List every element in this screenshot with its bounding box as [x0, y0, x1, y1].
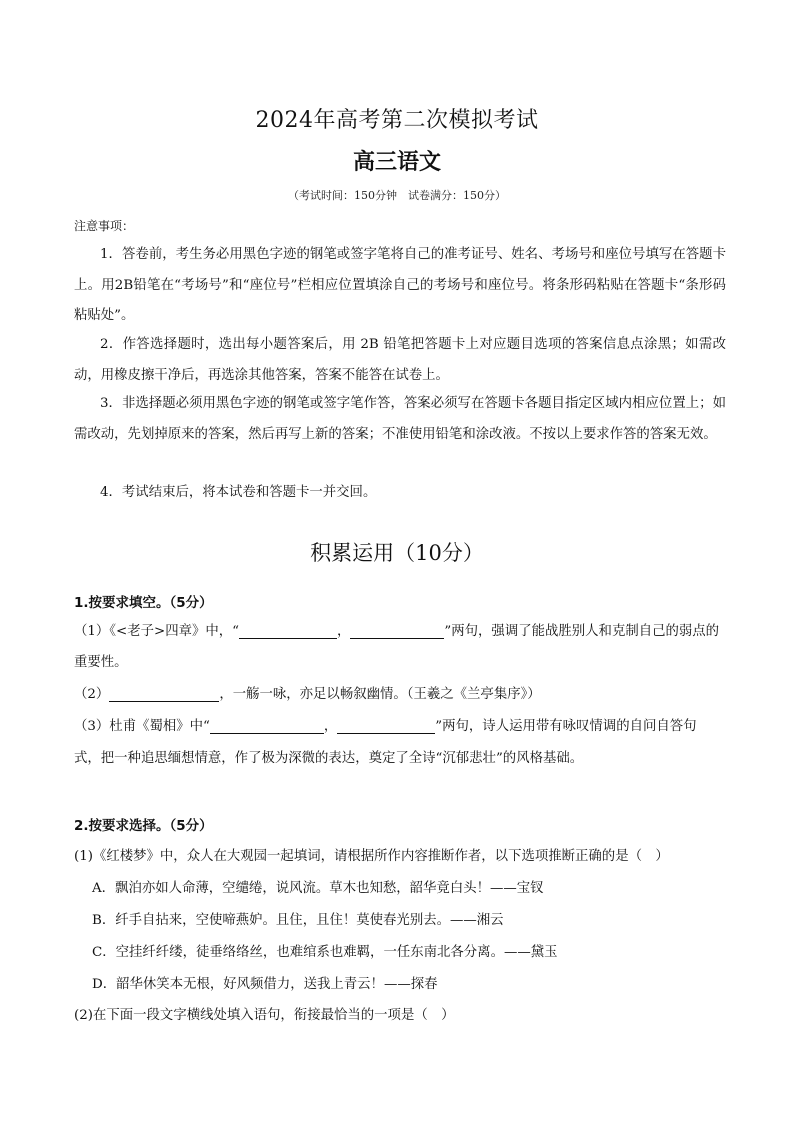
- fill-blank[interactable]: [109, 685, 219, 702]
- q1-item1-separator: ，: [337, 624, 351, 639]
- question-2-heading: 2.按要求选择。（5分）: [74, 818, 213, 834]
- option-d[interactable]: D．韶华休笑本无根，好风频借力，送我上青云！——探春: [92, 977, 438, 992]
- q1-item3-line2: 式，把一种追思缅想情意，作了极为深微的表达，奠定了全诗“沉郁悲壮”的风格基础。: [74, 751, 584, 766]
- note-item-4: 4．考试结束后，将本试卷和答题卡一并交回。: [100, 485, 377, 500]
- q1-item3-prefix: （3）杜甫《蜀相》中“: [74, 719, 210, 734]
- q1-item3-suffix: ”两句，诗人运用带有咏叹情调的自问自答句: [435, 719, 697, 734]
- q1-item2-suffix: ，一觞一咏，亦足以畅叙幽情。（王羲之《兰亭集序》）: [219, 687, 541, 702]
- exam-title: 2024年高考第二次模拟考试: [255, 108, 539, 133]
- q1-item1-line1: [74, 617, 726, 647]
- notes-heading: 注意事项：: [74, 219, 135, 233]
- option-c[interactable]: C．空挂纤纤缕，徒垂络络丝，也难绾系也难羁，一任东南北各分离。——黛玉: [92, 945, 558, 960]
- q1-item2: [74, 680, 726, 710]
- q1-item3-line1: [74, 712, 726, 742]
- q1-item1-suffix: ”两句，强调了能战胜别人和克制自己的弱点的: [444, 624, 720, 639]
- q2-sub2: (2)在下面一段文字横线处填入语句，衔接最恰当的一项是（ ）: [74, 1008, 455, 1023]
- fill-blank[interactable]: [210, 717, 324, 734]
- q1-item3-separator: ，: [323, 719, 338, 734]
- fill-blank[interactable]: [337, 717, 435, 734]
- fill-blank[interactable]: [239, 622, 337, 639]
- q1-item1-prefix: （1）《<老子>四章》中，“: [74, 624, 240, 639]
- note-item-3: 3．非选择题必须用黑色字迹的钢笔或签字笔作答，答案必须写在答题卡各题目指定区域内相应位置上；如需改动，先划掉原来的答案，然后再写上新的答案；不准使用铅笔和涂改液。不按以上要求作答的答案无效。: [74, 396, 726, 442]
- note-item-1: 1．答卷前，考生务必用黑色字迹的钢笔或签字笔将自己的准考证号、姓名、考场号和座位号填写在答题卡上。用2B铅笔在“考场号”和“座位号”栏相应位置填涂自己的考场号和座位号。将条形码粘贴在答题卡“条形码粘贴处”。: [74, 247, 726, 323]
- question-1-heading: 1.按要求填空。（5分）: [74, 595, 213, 611]
- q1-item2-prefix: （2）: [74, 687, 110, 702]
- note-item-2: 2．作答选择题时，选出每小题答案后，用 2B 铅笔把答题卡上对应题目选项的答案信息点涂黑；如需改动，用橡皮擦干净后，再选涂其他答案，答案不能答在试卷上。: [74, 337, 726, 383]
- q2-sub1: (1)《红楼梦》中，众人在大观园一起填词，请根据所作内容推断作者，以下选项推断正确的是（ ）: [74, 849, 669, 864]
- exam-info: （考试时间：150分钟 试卷满分：150分）: [288, 189, 506, 202]
- subject-title: 高三语文: [352, 149, 441, 175]
- fill-blank[interactable]: [350, 622, 444, 639]
- option-a[interactable]: A．飘泊亦如人命薄，空缱绻，说风流。草木也知愁，韶华竟白头！——宝钗: [92, 881, 544, 896]
- q1-item1-line2: 重要性。: [74, 655, 128, 670]
- option-b[interactable]: B．纤手自拈来，空使啼燕妒。且住，且住！莫使春光别去。——湘云: [92, 913, 504, 928]
- section-title: 积累运用（10分）: [310, 541, 484, 565]
